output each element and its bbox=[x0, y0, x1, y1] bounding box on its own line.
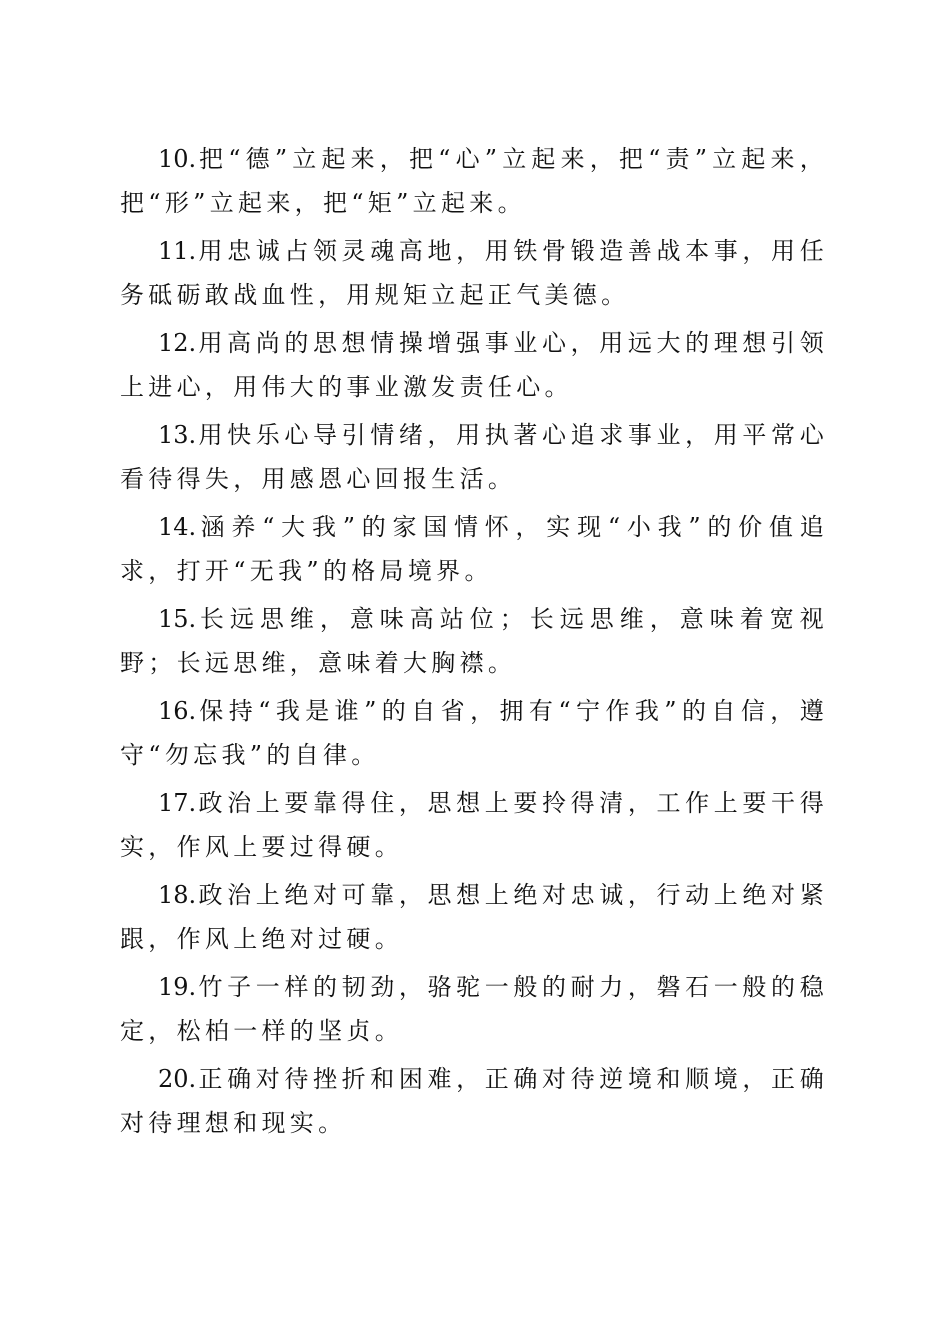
paragraph-10 bbox=[120, 137, 828, 225]
item-number: 17. bbox=[158, 789, 197, 817]
item-text: 正确对待挫折和困难，正确对待逆境和顺境，正确对待理想和现实。 bbox=[120, 1065, 828, 1137]
item-text: 把“德”立起来，把“心”立起来，把“责”立起来，把“形”立起来，把“矩”立起来。 bbox=[120, 145, 828, 217]
paragraph-14 bbox=[120, 505, 828, 593]
paragraph-13 bbox=[120, 413, 828, 501]
item-number: 12. bbox=[158, 329, 197, 357]
item-number: 10. bbox=[158, 145, 197, 173]
item-text: 涵养“大我”的家国情怀，实现“小我”的价值追求，打开“无我”的格局境界。 bbox=[120, 513, 828, 585]
item-text: 保持“我是谁”的自省，拥有“宁作我”的自信，遵守“勿忘我”的自律。 bbox=[120, 697, 828, 769]
paragraph-18 bbox=[120, 873, 828, 961]
item-number: 16. bbox=[158, 697, 197, 725]
paragraph-20 bbox=[120, 1057, 828, 1145]
item-number: 15. bbox=[158, 605, 197, 633]
paragraph-19 bbox=[120, 965, 828, 1053]
item-text: 用快乐心导引情绪，用执著心追求事业，用平常心看待得失，用感恩心回报生活。 bbox=[120, 421, 828, 493]
document-body bbox=[120, 137, 828, 1149]
item-text: 竹子一样的韧劲，骆驼一般的耐力，磐石一般的稳定，松柏一样的坚贞。 bbox=[120, 973, 828, 1045]
item-number: 19. bbox=[158, 973, 197, 1001]
item-number: 18. bbox=[158, 881, 197, 909]
item-number: 13. bbox=[158, 421, 197, 449]
item-text: 长远思维，意味高站位；长远思维，意味着宽视野；长远思维，意味着大胸襟。 bbox=[120, 605, 828, 677]
paragraph-15 bbox=[120, 597, 828, 685]
item-text: 政治上绝对可靠，思想上绝对忠诚，行动上绝对紧跟，作风上绝对过硬。 bbox=[120, 881, 828, 953]
item-number: 11. bbox=[158, 237, 197, 265]
item-text: 用高尚的思想情操增强事业心，用远大的理想引领上进心，用伟大的事业激发责任心。 bbox=[120, 329, 828, 401]
paragraph-16 bbox=[120, 689, 828, 777]
item-text: 政治上要靠得住，思想上要拎得清，工作上要干得实，作风上要过得硬。 bbox=[120, 789, 828, 861]
paragraph-12 bbox=[120, 321, 828, 409]
paragraph-17 bbox=[120, 781, 828, 869]
item-text: 用忠诚占领灵魂高地，用铁骨锻造善战本事，用任务砥砺敢战血性，用规矩立起正气美德。 bbox=[120, 237, 828, 309]
paragraph-11 bbox=[120, 229, 828, 317]
item-number: 20. bbox=[158, 1065, 197, 1093]
item-number: 14. bbox=[158, 513, 197, 541]
